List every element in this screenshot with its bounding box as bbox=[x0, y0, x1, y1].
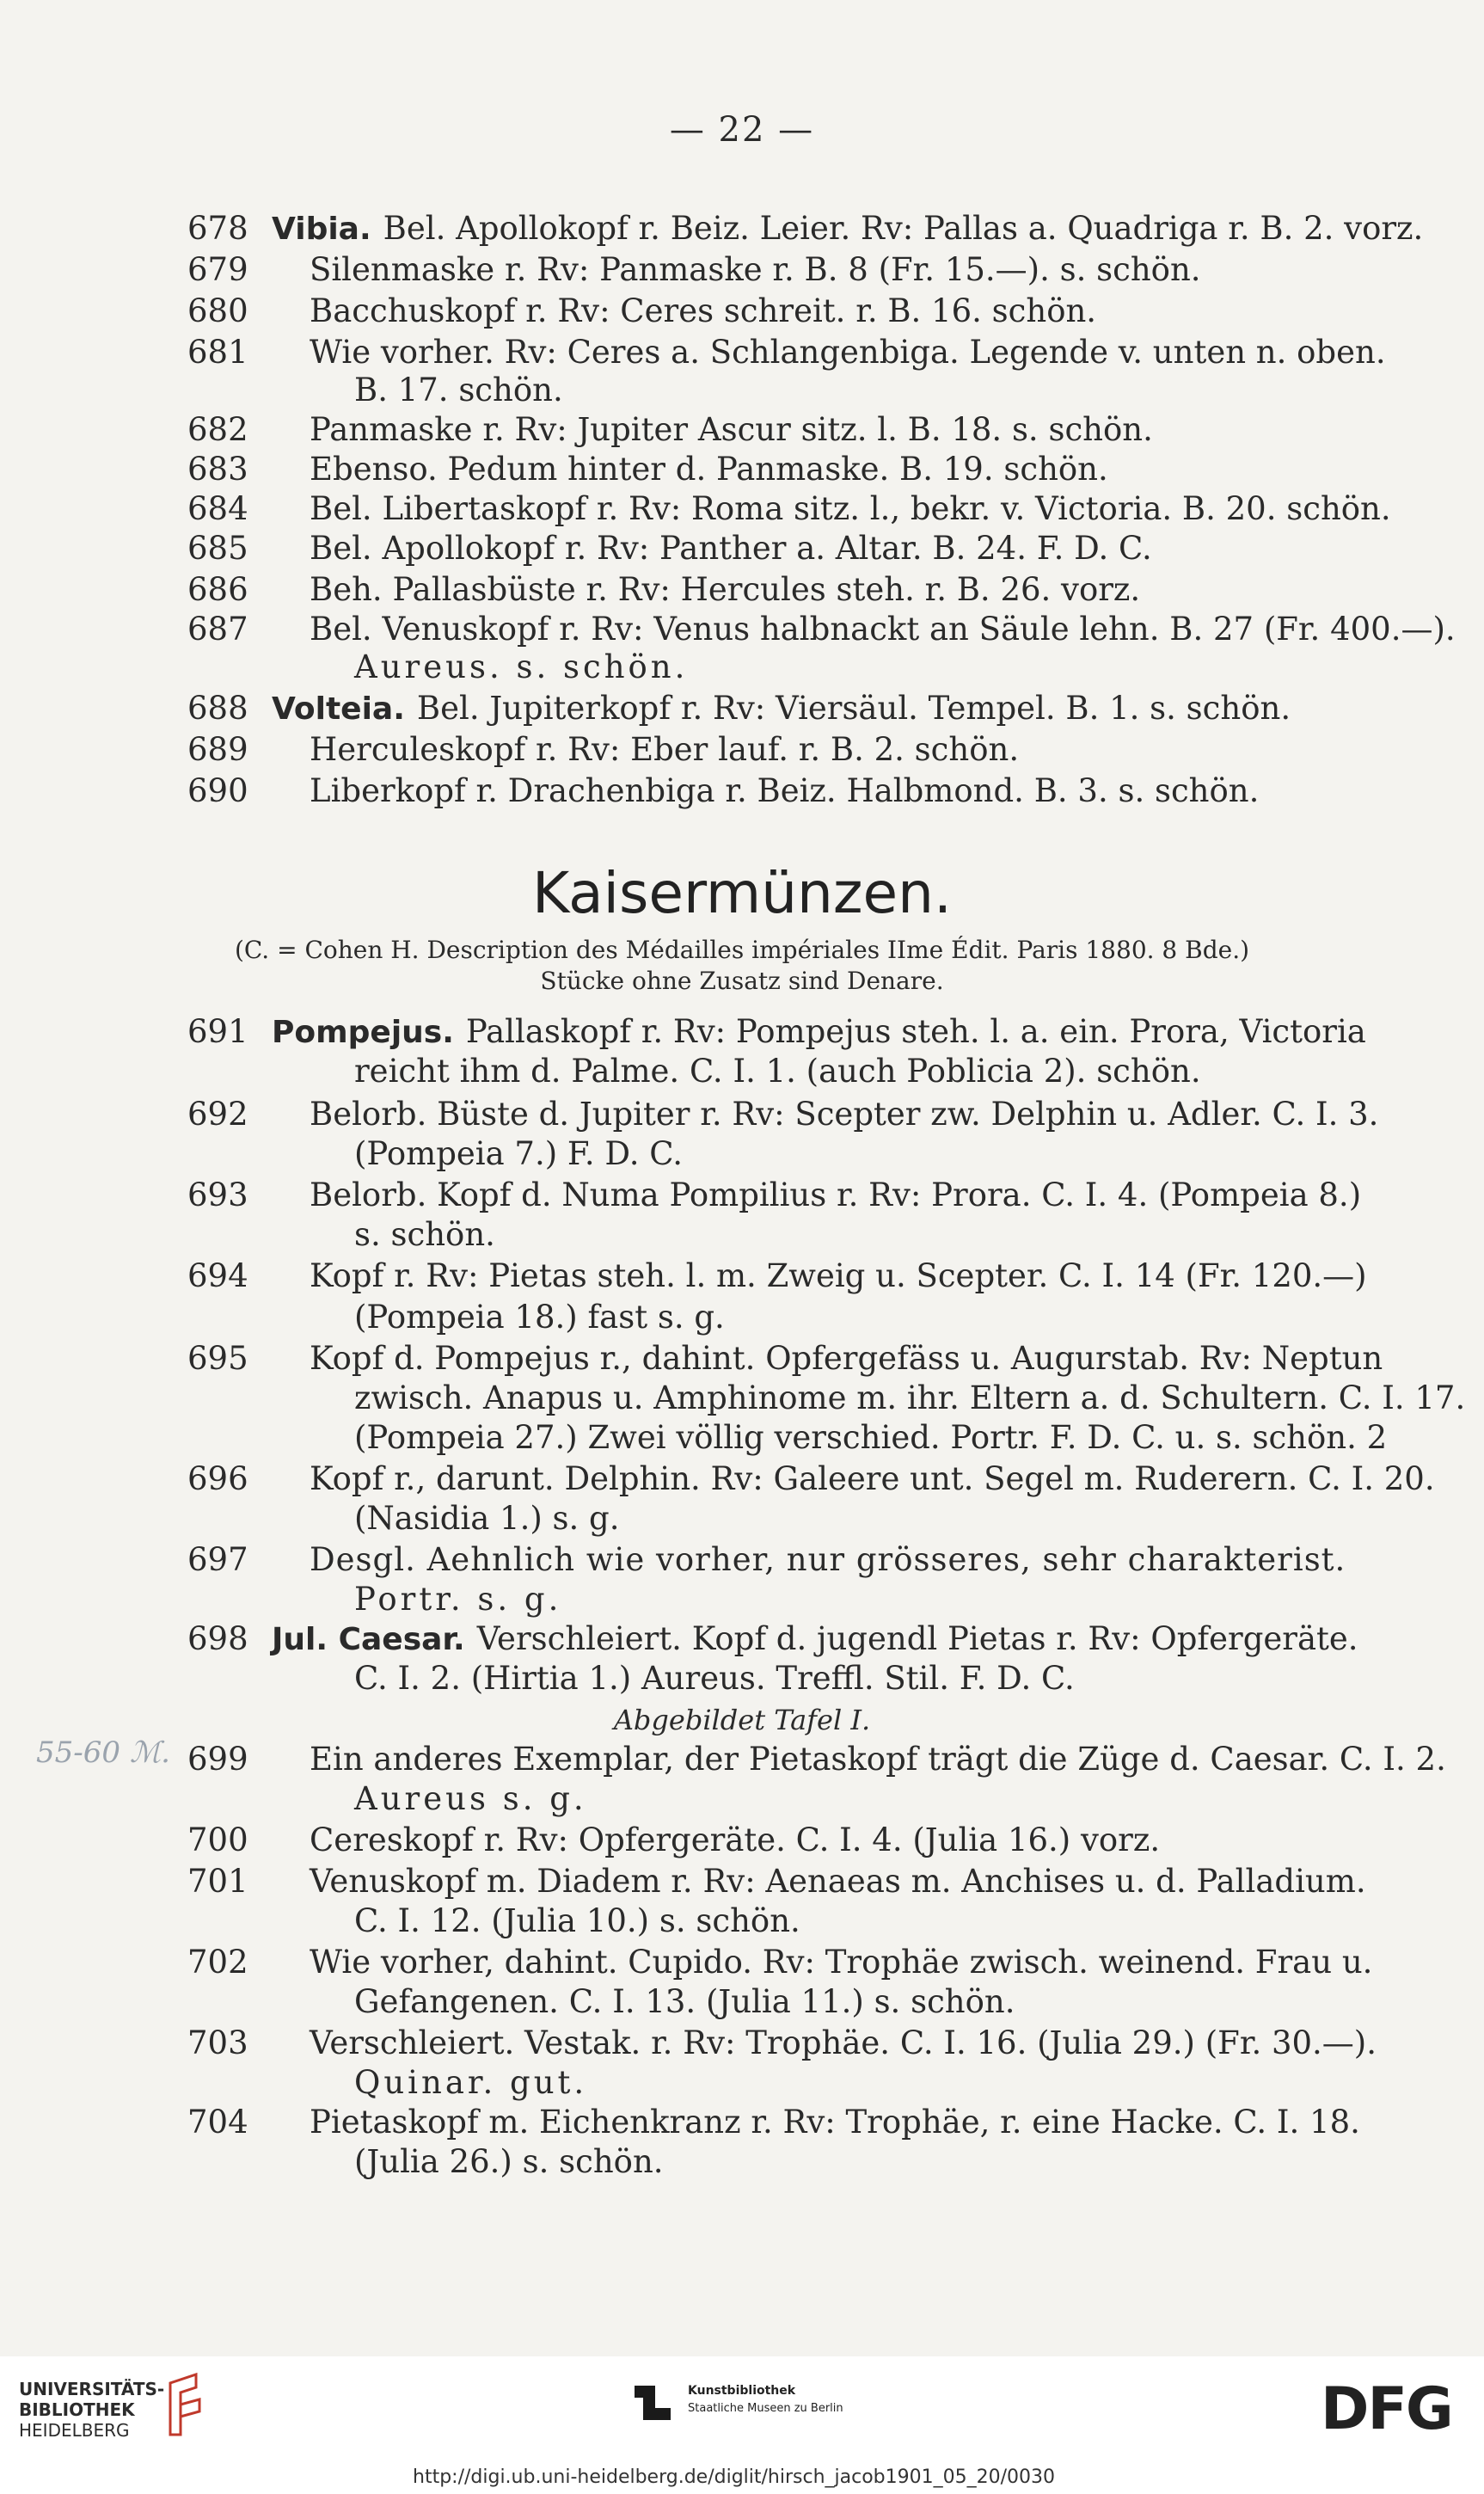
entry-text: s. schön. bbox=[354, 1216, 495, 1253]
entry-text: Pallaskopf r. Rv: Pompejus steh. l. a. ein. Prora, Victoria bbox=[465, 1013, 1366, 1050]
entry-text: Aureus s. g. bbox=[354, 1780, 587, 1817]
entry-text: B. 17. schön. bbox=[354, 372, 563, 408]
entry-text: Bel. Apollokopf r. Rv: Panther a. Altar. B. 24. F. D. C. bbox=[310, 530, 1152, 567]
page-number: — 22 — bbox=[669, 110, 815, 150]
entry-text: Kopf d. Pompejus r., dahint. Opfergefäss u. Augurstab. Rv: Neptun bbox=[310, 1340, 1383, 1377]
entry-number: 702 bbox=[187, 1944, 248, 1981]
entry-text: Kopf r., darunt. Delphin. Rv: Galeere unt. Segel m. Ruderern. C. I. 20. bbox=[310, 1460, 1435, 1497]
entry-number: 684 bbox=[187, 490, 248, 527]
entry-text: Bacchuskopf r. Rv: Ceres schreit. r. B. 16. schön. bbox=[310, 292, 1097, 329]
entry-text: Ein anderes Exemplar, der Pietaskopf trägt die Züge d. Caesar. C. I. 2. bbox=[310, 1741, 1446, 1778]
entry-number: 689 bbox=[187, 731, 248, 768]
entry-number: 698 bbox=[187, 1620, 248, 1657]
entry-text: zwisch. Anapus u. Amphinome m. ihr. Eltern a. d. Schultern. C. I. 17. bbox=[354, 1379, 1466, 1416]
entry-text: Bel. Apollokopf r. Beiz. Leier. Rv: Pallas a. Quadriga r. B. 2. vorz. bbox=[383, 210, 1424, 247]
entry-number: 682 bbox=[187, 411, 248, 448]
entry-number: 694 bbox=[187, 1257, 248, 1294]
entry-text: C. I. 12. (Julia 10.) s. schön. bbox=[354, 1902, 800, 1939]
moneyer-name: Vibia. bbox=[272, 212, 371, 247]
entry-number: 683 bbox=[187, 451, 248, 488]
entry-number: 686 bbox=[187, 571, 248, 608]
ub-line: UNIVERSITÄTS- bbox=[19, 2379, 165, 2399]
entry-number: 693 bbox=[187, 1176, 248, 1213]
entry-text: Kopf r. Rv: Pietas steh. l. m. Zweig u. Scepter. C. I. 14 (Fr. 120.—) bbox=[310, 1257, 1367, 1294]
entry-text: reicht ihm d. Palme. C. I. 1. (auch Poblicia 2). schön. bbox=[354, 1053, 1201, 1090]
entry-text: Herculeskopf r. Rv: Eber lauf. r. B. 2. schön. bbox=[310, 731, 1020, 768]
entry-number: 691 bbox=[187, 1013, 248, 1050]
entry-text: (Nasidia 1.) s. g. bbox=[354, 1500, 620, 1537]
entry-number: 690 bbox=[187, 772, 248, 809]
entry-text: Beh. Pallasbüste r. Rv: Hercules steh. r. B. 26. vorz. bbox=[310, 571, 1141, 608]
entry-text: Pietaskopf m. Eichenkranz r. Rv: Trophäe, r. eine Hacke. C. I. 18. bbox=[310, 2104, 1360, 2141]
entry-number: 687 bbox=[187, 611, 248, 648]
entry-text: Silenmaske r. Rv: Panmaske r. B. 8 (Fr. 15.—). s. schön. bbox=[310, 251, 1201, 288]
entry-text: Panmaske r. Rv: Jupiter Ascur sitz. l. B. 18. s. schön. bbox=[310, 411, 1153, 448]
entry-number: 679 bbox=[187, 251, 248, 288]
entry-text: Cereskopf r. Rv: Opfergeräte. C. I. 4. (Julia 16.) vorz. bbox=[310, 1821, 1161, 1858]
kb-subtitle: Staatliche Museen zu Berlin bbox=[688, 2402, 843, 2415]
entry-number: 703 bbox=[187, 2024, 248, 2061]
entry-text: (Pompeia 7.) F. D. C. bbox=[354, 1135, 683, 1172]
entry-text: Quinar. gut. bbox=[354, 2064, 588, 2101]
pencil-annotation: 55-60 ℳ. bbox=[36, 1735, 170, 1770]
entry-number: 685 bbox=[187, 530, 248, 567]
entry-text: Liberkopf r. Drachenbiga r. Beiz. Halbmond. B. 3. s. schön. bbox=[310, 772, 1260, 809]
entry-text: Portr. s. g. bbox=[354, 1581, 562, 1618]
entry-number: 697 bbox=[187, 1541, 248, 1578]
entry-text: Venuskopf m. Diadem r. Rv: Aenaeas m. Anchises u. d. Palladium. bbox=[310, 1863, 1366, 1900]
ub-line: HEIDELBERG bbox=[19, 2420, 130, 2441]
section-note: (C. = Cohen H. Description des Médailles impériales IIme Édit. Paris 1880. 8 Bde.) bbox=[234, 936, 1250, 964]
plate-caption: Abgebildet Tafel I. bbox=[613, 1704, 871, 1736]
entry-text: (Pompeia 18.) fast s. g. bbox=[354, 1299, 725, 1336]
entry-number: 692 bbox=[187, 1096, 248, 1133]
kunstbibliothek-logo-icon bbox=[633, 2382, 672, 2425]
entry-number: 699 bbox=[187, 1741, 248, 1778]
entry-text: Wie vorher, dahint. Cupido. Rv: Trophäe zwisch. weinend. Frau u. bbox=[310, 1944, 1373, 1981]
university-library-label bbox=[19, 2379, 164, 2441]
entry-number: 704 bbox=[187, 2104, 248, 2141]
section-note: Stücke ohne Zusatz sind Denare. bbox=[540, 967, 944, 995]
entry-number: 678 bbox=[187, 210, 248, 247]
entry-number: 695 bbox=[187, 1340, 248, 1377]
emperor-name: Pompejus. bbox=[272, 1015, 454, 1050]
moneyer-name: Volteia. bbox=[272, 691, 405, 727]
entry-text: Gefangenen. C. I. 13. (Julia 11.) s. schön. bbox=[354, 1983, 1015, 2020]
entry-text: Desgl. Aehnlich wie vorher, nur grösseres, sehr charakterist. bbox=[310, 1541, 1346, 1578]
entry-text: Bel. Jupiterkopf r. Rv: Viersäul. Tempel. B. 1. s. schön. bbox=[416, 690, 1291, 727]
entry-text: (Julia 26.) s. schön. bbox=[354, 2143, 664, 2180]
entry-number: 700 bbox=[187, 1821, 248, 1858]
source-url[interactable]: http://digi.ub.uni-heidelberg.de/diglit/hirsch_jacob1901_05_20/0030 bbox=[413, 2466, 1056, 2488]
entry-text: Verschleiert. Kopf d. jugendl Pietas r. Rv: Opfergeräte. bbox=[476, 1620, 1358, 1657]
entry-text: C. I. 2. (Hirtia 1.) Aureus. Treffl. Stil. F. D. C. bbox=[354, 1660, 1075, 1697]
entry-text: Bel. Venuskopf r. Rv: Venus halbnackt an Säule lehn. B. 27 (Fr. 400.—). bbox=[310, 611, 1456, 648]
entry-text: (Pompeia 27.) Zwei völlig verschied. Portr. F. D. C. u. s. schön. 2 bbox=[354, 1419, 1388, 1456]
kunstbibliothek-label bbox=[688, 2382, 843, 2417]
ub-logo-icon bbox=[162, 2370, 205, 2442]
entry-text: Aureus. s. schön. bbox=[354, 648, 689, 685]
section-heading: Kaisermünzen. bbox=[532, 860, 952, 926]
entry-number: 680 bbox=[187, 292, 248, 329]
entry-text: Wie vorher. Rv: Ceres a. Schlangenbiga. Legende v. unten n. oben. bbox=[310, 334, 1386, 371]
emperor-name: Jul. Caesar. bbox=[272, 1622, 465, 1657]
dfg-logo: DFG bbox=[1321, 2375, 1452, 2443]
entry-text: Verschleiert. Vestak. r. Rv: Trophäe. C. I. 16. (Julia 29.) (Fr. 30.—). bbox=[310, 2024, 1377, 2061]
entry-number: 688 bbox=[187, 690, 248, 727]
ub-line: BIBLIOTHEK bbox=[19, 2399, 135, 2420]
entry-text: Ebenso. Pedum hinter d. Panmaske. B. 19. schön. bbox=[310, 451, 1108, 488]
entry-number: 701 bbox=[187, 1863, 248, 1900]
kb-title: Kunstbibliothek bbox=[688, 2384, 796, 2398]
entry-number: 696 bbox=[187, 1460, 248, 1497]
entry-text: Belorb. Kopf d. Numa Pompilius r. Rv: Prora. C. I. 4. (Pompeia 8.) bbox=[310, 1176, 1362, 1213]
entry-text: Belorb. Büste d. Jupiter r. Rv: Scepter zw. Delphin u. Adler. C. I. 3. bbox=[310, 1096, 1379, 1133]
entry-number: 681 bbox=[187, 334, 248, 371]
entry-text: Bel. Libertaskopf r. Rv: Roma sitz. l., bekr. v. Victoria. B. 20. schön. bbox=[310, 490, 1391, 527]
